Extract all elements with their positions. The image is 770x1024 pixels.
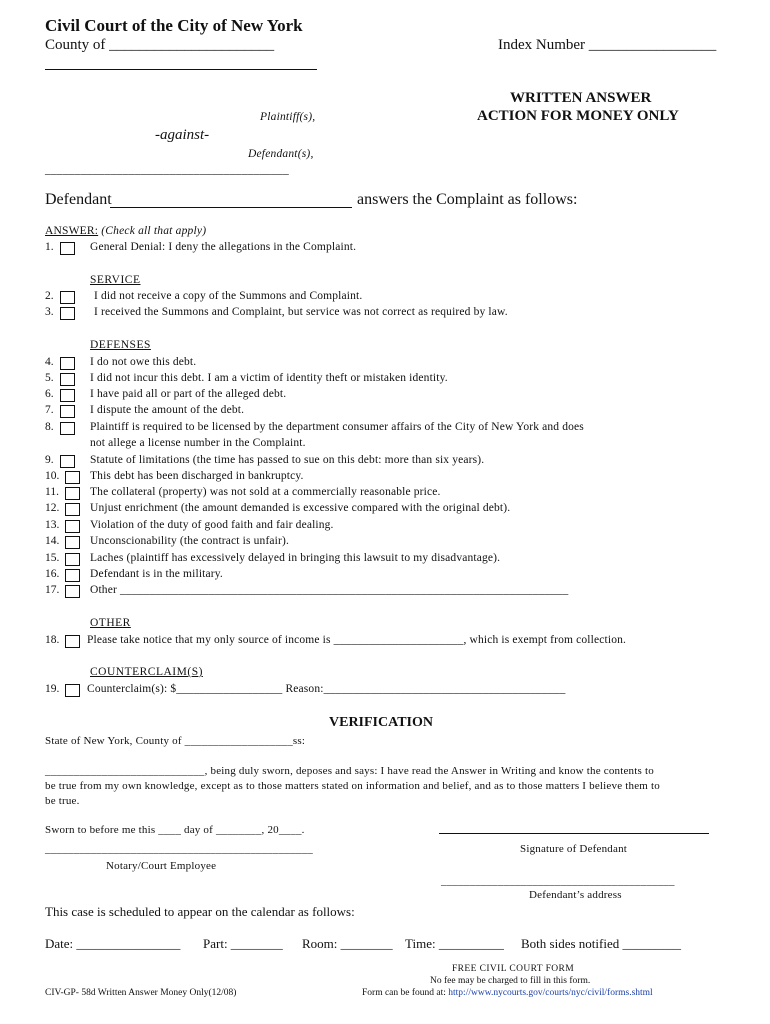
free-form-notice: FREE CIVIL COURT FORM — [452, 964, 575, 974]
form-title-1: WRITTEN ANSWER — [510, 90, 652, 106]
item-number: 13. — [45, 519, 60, 531]
checkbox-10[interactable] — [65, 471, 80, 484]
checkbox-1[interactable] — [60, 242, 75, 255]
item-text-14: Unconscionability (the contract is unfair). — [90, 535, 290, 547]
checkbox-3[interactable] — [60, 307, 75, 320]
form-id: CIV-GP- 58d Written Answer Money Only(12/08) — [45, 988, 237, 998]
item-text-15: Laches (plaintiff has excessively delayed in bringing this lawsuit to my disadvantage). — [90, 552, 501, 564]
schedule-date[interactable]: Date: ________________ — [45, 936, 181, 951]
index-number-field[interactable]: Index Number _________________ — [498, 37, 717, 53]
schedule-time[interactable]: Time: __________ — [405, 936, 504, 951]
item-number: 14. — [45, 535, 60, 547]
schedule-intro: This case is scheduled to appear on the calendar as follows: — [45, 904, 355, 919]
checkbox-8[interactable] — [60, 422, 75, 435]
checkbox-9[interactable] — [60, 455, 75, 468]
plaintiff-name-line[interactable] — [45, 69, 317, 70]
checkbox-14[interactable] — [65, 536, 80, 549]
plaintiff-label: Plaintiff(s), — [260, 111, 316, 123]
checkbox-2[interactable] — [60, 291, 75, 304]
check-note: (Check all that apply) — [101, 225, 207, 237]
item-text-17[interactable]: Other ____________________________________________________________________________ — [90, 584, 569, 596]
checkbox-12[interactable] — [65, 503, 80, 516]
item-text-2: I did not receive a copy of the Summons and Complaint. — [94, 290, 363, 302]
form-location — [362, 988, 653, 998]
item-text-11: The collateral (property) was not sold at a commercially reasonable price. — [90, 486, 441, 498]
item-number: 19. — [45, 683, 60, 695]
checkbox-6[interactable] — [60, 389, 75, 402]
item-number: 15. — [45, 552, 60, 564]
court-title: Civil Court of the City of New York — [45, 16, 303, 35]
defenses-heading: DEFENSES — [90, 339, 151, 351]
item-number: 3. — [45, 306, 54, 318]
item-number: 2. — [45, 290, 54, 302]
item-number: 17. — [45, 584, 60, 596]
checkbox-18[interactable] — [65, 635, 80, 648]
sworn-paragraph-3: be true. — [45, 795, 80, 807]
item-text-19[interactable]: Counterclaim(s): $__________________ Reason:_________________________________________ — [87, 683, 566, 695]
other-heading: OTHER — [90, 617, 131, 629]
forms-link[interactable]: http://www.nycourts.gov/courts/nyc/civil/forms.shtml — [448, 988, 653, 998]
item-number: 11. — [45, 486, 59, 498]
no-fee-notice: No fee may be charged to fill in this form. — [430, 976, 591, 986]
address-label: Defendant’s address — [529, 889, 622, 901]
item-text-13: Violation of the duty of good faith and fair dealing. — [90, 519, 334, 531]
item-number: 6. — [45, 388, 54, 400]
item-number: 12. — [45, 502, 60, 514]
defendant-word: Defendant — [45, 191, 112, 208]
item-text-4: I do not owe this debt. — [90, 356, 197, 368]
item-text-7: I dispute the amount of the debt. — [90, 404, 245, 416]
notary-label: Notary/Court Employee — [106, 860, 217, 872]
state-county-line[interactable]: State of New York, County of ___________________ss: — [45, 735, 306, 747]
checkbox-7[interactable] — [60, 405, 75, 418]
answers-text: answers the Complaint as follows: — [357, 191, 578, 208]
form-location-label: Form can be found at: — [362, 988, 449, 998]
defendant-label: Defendant(s), — [248, 148, 314, 160]
address-line[interactable]: _________________________________________ — [441, 875, 675, 887]
item-text-8: Plaintiff is required to be licensed by the department consumer affairs of the City of New York and does — [90, 421, 584, 433]
item-number: 1. — [45, 241, 54, 253]
checkbox-13[interactable] — [65, 520, 80, 533]
verification-heading: VERIFICATION — [329, 715, 433, 730]
checkbox-17[interactable] — [65, 585, 80, 598]
item-text-18[interactable]: Please take notice that my only source of income is ______________________, which is exempt from collection. — [87, 634, 627, 646]
item-text-9: Statute of limitations (the time has passed to sue on this debt: more than six years). — [90, 454, 485, 466]
against-label: -against- — [155, 127, 210, 143]
signature-label: Signature of Defendant — [520, 843, 628, 855]
service-heading: SERVICE — [90, 274, 141, 286]
schedule-part[interactable]: Part: ________ — [203, 936, 283, 951]
answer-heading-row — [45, 225, 206, 237]
checkbox-19[interactable] — [65, 684, 80, 697]
notary-line[interactable]: _______________________________________________ — [45, 843, 313, 855]
item-text-8-continued: not allege a license number in the Complaint. — [90, 437, 306, 449]
defendant-answer-name-line[interactable] — [110, 207, 352, 208]
item-text-16: Defendant is in the military. — [90, 568, 223, 580]
county-field[interactable]: County of ______________________ — [45, 37, 275, 53]
sworn-before-line[interactable]: Sworn to before me this ____ day of ________, 20____. — [45, 824, 305, 836]
item-text-6: I have paid all or part of the alleged debt. — [90, 388, 287, 400]
item-text-3: I received the Summons and Complaint, but service was not correct as required by law. — [94, 306, 508, 318]
both-sides-notified[interactable]: Both sides notified _________ — [521, 936, 681, 951]
checkbox-5[interactable] — [60, 373, 75, 386]
item-text-12: Unjust enrichment (the amount demanded is excessive compared with the original debt). — [90, 502, 511, 514]
item-number: 8. — [45, 421, 54, 433]
item-text-1: General Denial: I deny the allegations in the Complaint. — [90, 241, 357, 253]
signature-line[interactable] — [439, 833, 709, 834]
checkbox-4[interactable] — [60, 357, 75, 370]
item-text-5: I did not incur this debt. I am a victim of identity theft or mistaken identity. — [90, 372, 448, 384]
item-text-10: This debt has been discharged in bankruptcy. — [90, 470, 304, 482]
item-number: 5. — [45, 372, 54, 384]
counterclaim-heading: COUNTERCLAIM(S) — [90, 666, 203, 678]
item-number: 18. — [45, 634, 60, 646]
checkbox-11[interactable] — [65, 487, 80, 500]
item-number: 7. — [45, 404, 54, 416]
answer-heading: ANSWER: — [45, 225, 99, 237]
item-number: 4. — [45, 356, 54, 368]
checkbox-15[interactable] — [65, 553, 80, 566]
defendant-name-line[interactable]: _________________________________________ — [45, 164, 289, 176]
item-number: 16. — [45, 568, 60, 580]
checkbox-16[interactable] — [65, 569, 80, 582]
sworn-paragraph-2: be true from my own knowledge, except as to those matters stated on information and belief, and as to those matters I believe them to — [45, 780, 660, 792]
item-number: 9. — [45, 454, 54, 466]
form-title-2: ACTION FOR MONEY ONLY — [477, 108, 679, 124]
schedule-room[interactable]: Room: ________ — [302, 936, 393, 951]
sworn-paragraph-1[interactable]: ____________________________, being duly sworn, deposes and says: I have read the Answer in Writing and know the contents to — [45, 765, 654, 777]
item-number: 10. — [45, 470, 60, 482]
